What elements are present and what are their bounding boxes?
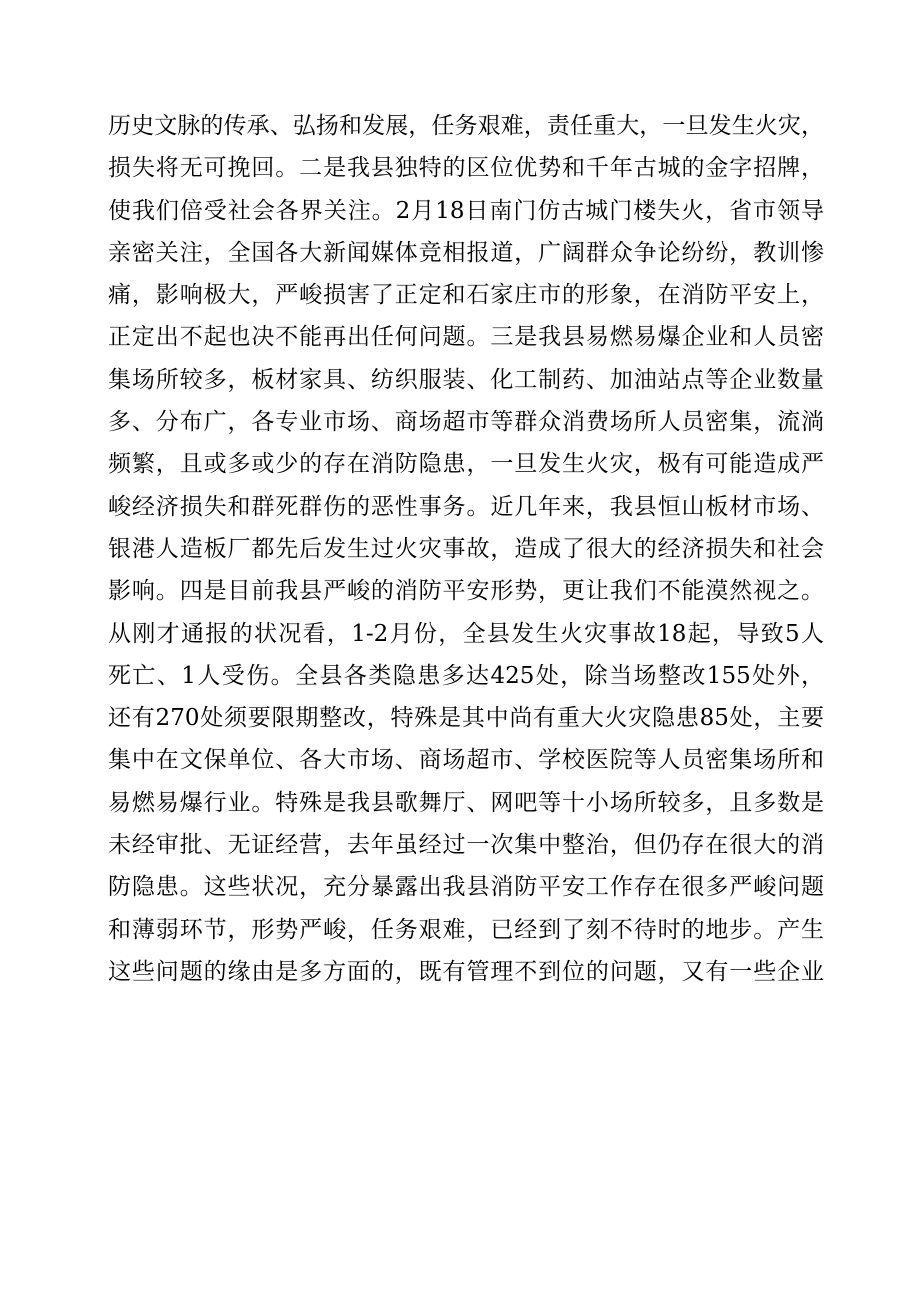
text-line: 影响。四是目前我县严峻的消防平安形势，更让我们不能漠然视之。 (108, 578, 824, 605)
text-line: 防隐患。这些状况，充分暴露出我县消防平安工作存在很多严峻问题 (108, 874, 824, 901)
text-line: 亲密关注，全国各大新闻媒体竞相报道，广阔群众争论纷纷，教训惨 (108, 239, 824, 266)
text-line: 正定出不起也决不能再出任何问题。三是我县易燃易爆企业和人员密 (108, 324, 824, 351)
text-line: 集场所较多，板材家具、纺织服装、化工制药、加油站点等企业数量 (108, 366, 824, 393)
text-line: 还有270处须要限期整改，特殊是其中尚有重大火灾隐患85处，主要 (108, 705, 824, 732)
text-line: 从刚才通报的状况看，1-2月份，全县发生火灾事故18起，导致5人 (108, 620, 824, 647)
text-line: 和薄弱环节，形势严峻，任务艰难，已经到了刻不待时的地步。产生 (108, 916, 824, 943)
body-paragraph (108, 105, 824, 993)
text-line: 痛，影响极大，严峻损害了正定和石家庄市的形象，在消防平安上， (108, 282, 824, 309)
text-line: 集中在文保单位、各大市场、商场超市、学校医院等人员密集场所和 (108, 747, 824, 774)
text-line: 多、分布广，各专业市场、商场超市等群众消费场所人员密集，流淌 (108, 409, 824, 436)
text-line: 峻经济损失和群死群伤的恶性事务。近几年来，我县恒山板材市场、 (108, 493, 824, 520)
text-line: 历史文脉的传承、弘扬和发展，任务艰难，责任重大，一旦发生火灾， (108, 113, 824, 139)
text-line: 损失将无可挽回。二是我县独特的区位优势和千年古城的金字招牌， (108, 155, 824, 182)
text-line: 未经审批、无证经营，去年虽经过一次集中整治，但仍存在很大的消 (108, 832, 824, 859)
text-line: 易燃易爆行业。特殊是我县歌舞厅、网吧等十小场所较多，且多数是 (108, 789, 824, 816)
text-line: 银港人造板厂都先后发生过火灾事故，造成了很大的经济损失和社会 (108, 535, 824, 562)
text-line: 这些问题的缘由是多方面的，既有管理不到位的问题，又有一些企业 (108, 958, 824, 985)
text-line: 频繁，且或多或少的存在消防隐患，一旦发生火灾，极有可能造成严 (108, 451, 824, 478)
text-line: 死亡、1人受伤。全县各类隐患多达425处，除当场整改155处外， (108, 662, 824, 689)
text-line: 使我们倍受社会各界关注。2月18日南门仿古城门楼失火，省市领导 (108, 197, 824, 224)
